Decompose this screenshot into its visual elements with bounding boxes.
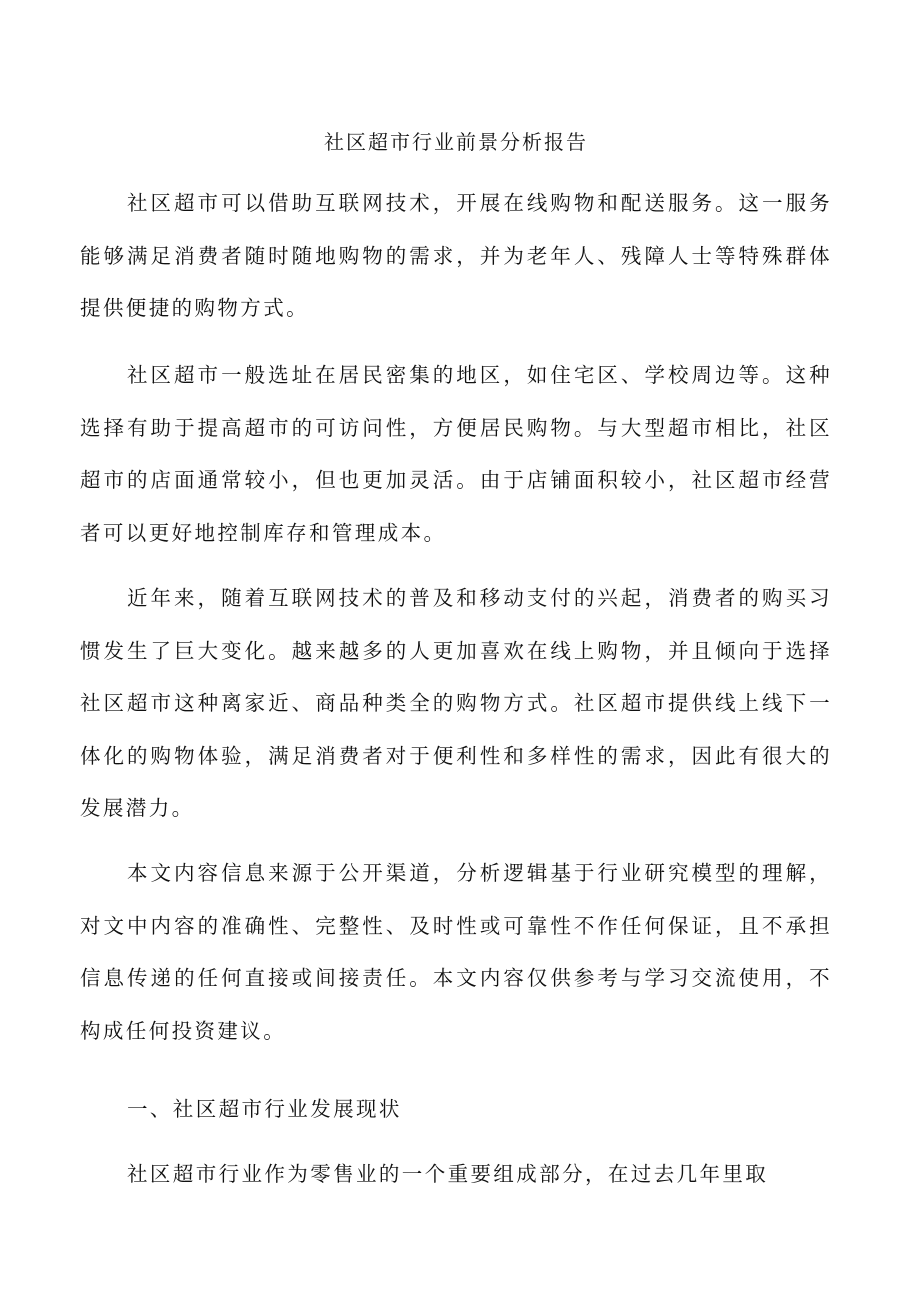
section-paragraph: 社区超市行业作为零售业的一个重要组成部分，在过去几年里取 — [127, 1162, 769, 1186]
section-heading: 一、社区超市行业发展现状 — [127, 1097, 402, 1121]
paragraph-store-location: 社区超市一般选址在居民密集的地区，如住宅区、学校周边等。这种选择有助于提高超市的可访问性，方便居民购物。与大型超市相比，社区超市的店面通常较小，但也更加灵活。由于店铺面积较小，社区超市经营者可以更好地控制库存和管理成本。 — [80, 363, 832, 545]
document-title: 社区超市行业前景分析报告 — [324, 130, 588, 154]
paragraph-market-trend: 近年来，随着互联网技术的普及和移动支付的兴起，消费者的购买习惯发生了巨大变化。越来越多的人更加喜欢在线上购物，并且倾向于选择社区超市这种离家近、商品种类全的购物方式。社区超市提供线上线下一体化的购物体验，满足消费者对于便利性和多样性的需求，因此有很大的发展潜力。 — [80, 586, 832, 820]
paragraph-disclaimer: 本文内容信息来源于公开渠道，分析逻辑基于行业研究模型的理解，对文中内容的准确性、完整性、及时性或可靠性不作任何保证，且不承担信息传递的任何直接或间接责任。本文内容仅供参考与学习交流使用，不构成任何投资建议。 — [80, 861, 832, 1043]
paragraph-online-shopping: 社区超市可以借助互联网技术，开展在线购物和配送服务。这一服务能够满足消费者随时随地购物的需求，并为老年人、残障人士等特殊群体提供便捷的购物方式。 — [80, 191, 832, 320]
